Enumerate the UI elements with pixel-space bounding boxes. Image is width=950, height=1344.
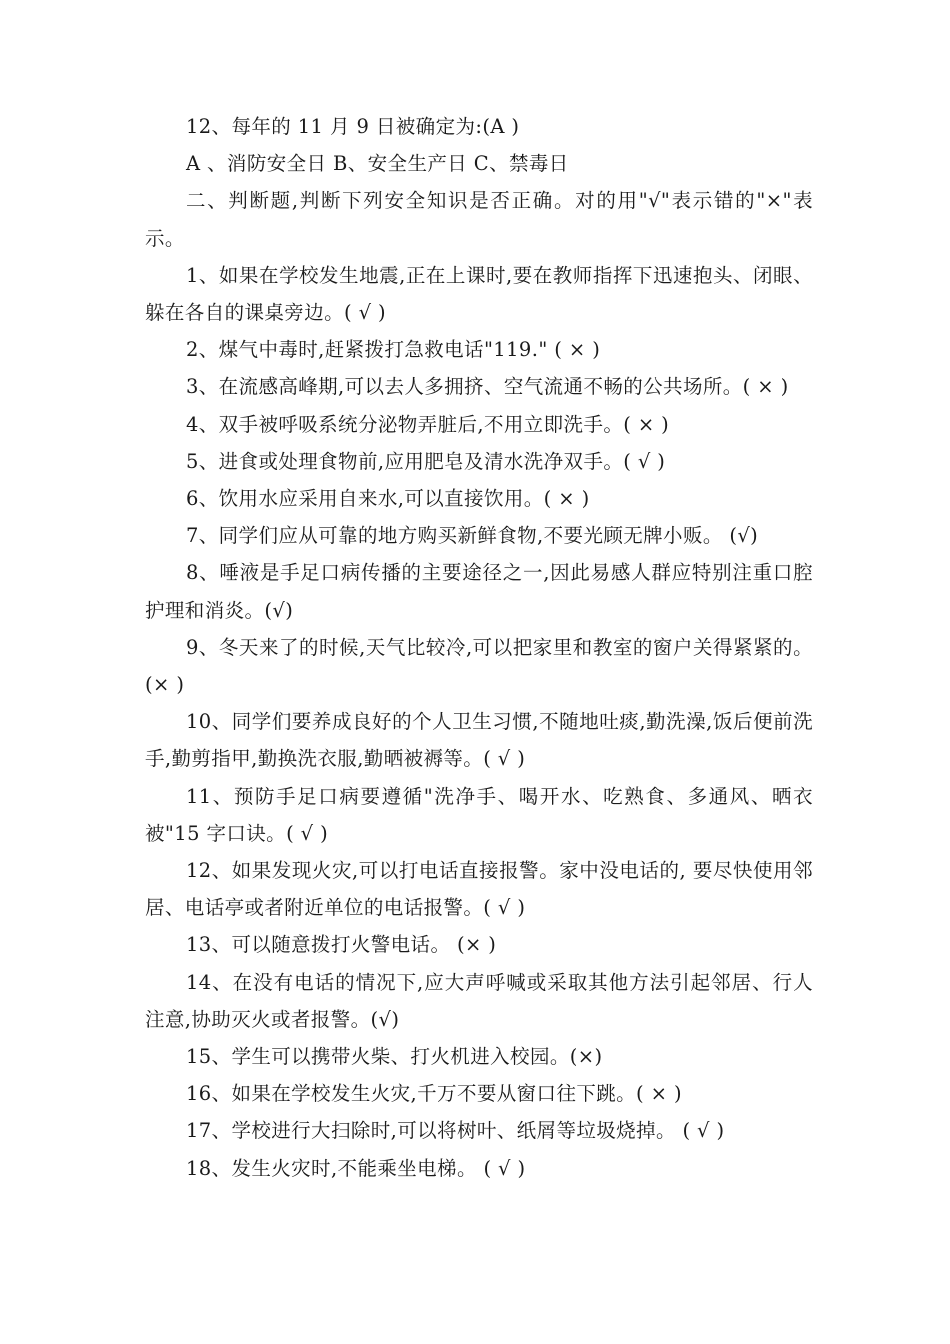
judgment-item-8: 8、唾液是手足口病传播的主要途径之一,因此易感人群应特别注重口腔护理和消炎。(√) [145, 561, 813, 622]
judgment-item-18: 18、发生火灾时,不能乘坐电梯。 ( √ ) [185, 1156, 526, 1180]
judgment-item-17: 17、学校进行大扫除时,可以将树叶、纸屑等垃圾烧掉。 ( √ ) [185, 1119, 725, 1143]
judgment-item-12: 12、如果发现火灾,可以打电话直接报警。家中没电话的, 要尽快使用邻居、电话亭或者附近单位的电话报警。( √ ) [145, 859, 813, 920]
judgment-item-16: 16、如果在学校发生火灾,千万不要从窗口往下跳。( × ) [185, 1082, 683, 1106]
judgment-item-2: 2、煤气中毒时,赶紧拨打急救电话"119." ( × ) [185, 338, 601, 362]
judgment-item-14: 14、在没有电话的情况下,应大声呼喊或采取其他方法引起邻居、行人注意,协助灭火或者报警。(√) [145, 970, 813, 1031]
judgment-item-15: 15、学生可以携带火柴、打火机进入校园。(×) [185, 1045, 603, 1069]
section-heading-judgment: 二、判断题,判断下列安全知识是否正确。对的用"√"表示错的"×"表示。 [145, 189, 813, 250]
judgment-item-3: 3、在流感高峰期,可以去人多拥挤、空气流通不畅的公共场所。( × ) [185, 375, 789, 399]
judgment-item-11: 11、预防手足口病要遵循"洗净手、喝开水、吃熟食、多通风、晒衣被"15 字口诀。( √ ) [145, 784, 813, 845]
judgment-item-1: 1、如果在学校发生地震,正在上课时,要在教师指挥下迅速抱头、闭眼、躲在各自的课桌旁边。( √ ) [145, 263, 813, 325]
question-12-options: A 、消防安全日 B、安全生产日 C、禁毒日 [185, 152, 569, 176]
judgment-item-5: 5、进食或处理食物前,应用肥皂及清水洗净双手。( √ ) [185, 449, 666, 473]
judgment-item-13: 13、可以随意拨打火警电话。 (× ) [185, 933, 497, 957]
judgment-item-7: 7、同学们应从可靠的地方购买新鲜食物,不要光顾无牌小贩。 (√) [185, 524, 759, 548]
judgment-item-10: 10、同学们要养成良好的个人卫生习惯,不随地吐痰,勤洗澡,饭后便前洗手,勤剪指甲,勤换洗衣服,勤晒被褥等。( √ ) [145, 710, 813, 771]
judgment-item-6: 6、饮用水应采用自来水,可以直接饮用。( × ) [185, 487, 590, 511]
judgment-item-9: 9、冬天来了的时候,天气比较冷,可以把家里和教室的窗户关得紧紧的。(× ) [145, 635, 813, 697]
judgment-item-4: 4、双手被呼吸系统分泌物弄脏后,不用立即洗手。( × ) [185, 412, 670, 436]
question-12-choice: 12、每年的 11 月 9 日被确定为:(A ) [185, 115, 520, 138]
document-body [145, 108, 813, 1187]
